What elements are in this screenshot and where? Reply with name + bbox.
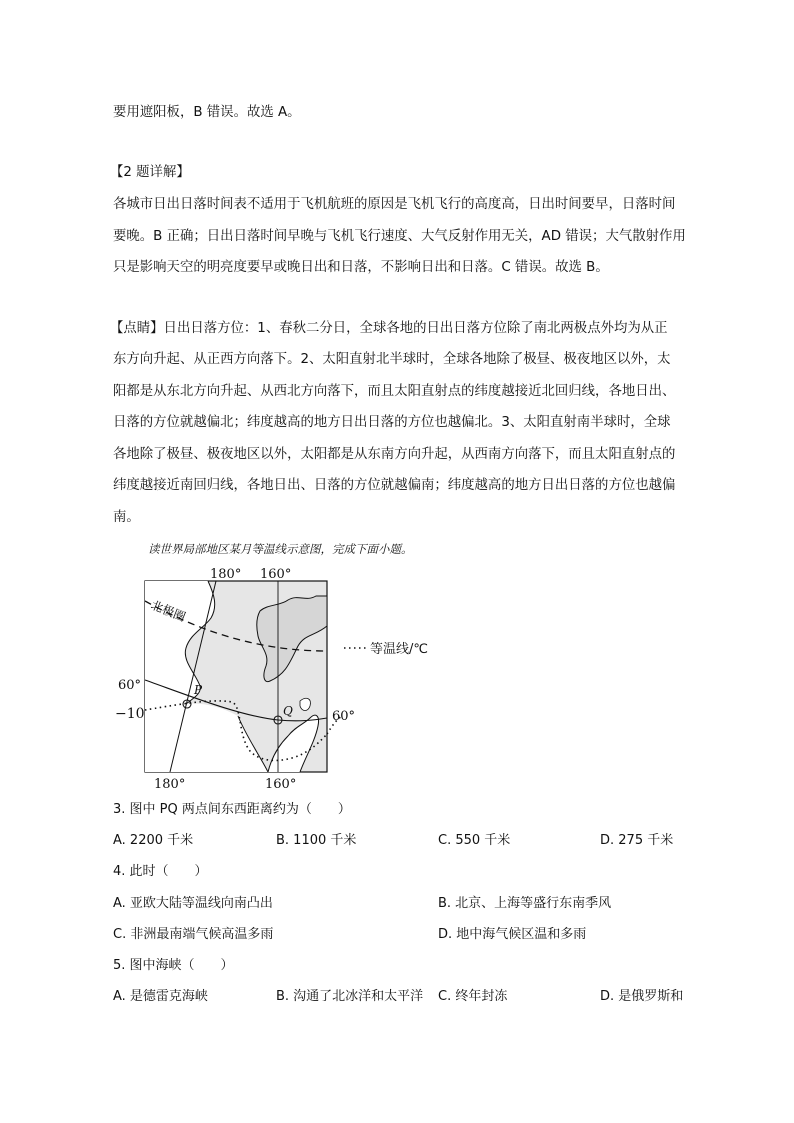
label-right-60: 60° xyxy=(332,709,356,724)
point-p-label: P xyxy=(194,683,203,697)
q5-option-a[interactable]: A. 是德雷克海峡 xyxy=(113,989,208,1004)
q3-option-a[interactable]: A. 2200 千米 xyxy=(113,833,194,848)
tip-line: 各地除了极昼、极夜地区以外，太阳都是从东南方向升起，从西南方向落下，而且太阳直射点的 xyxy=(113,447,676,462)
question-4-stem: 4. 此时（ ） xyxy=(113,864,208,879)
q5-option-b[interactable]: B. 沟通了北冰洋和太平洋 xyxy=(276,989,424,1004)
explanation-line: 各城市日出日落时间表不适用于飞机航班的原因是飞机飞行的高度高，日出时间要早，日落时间 xyxy=(113,197,676,212)
point-q-label: Q xyxy=(283,704,293,718)
q5-option-d[interactable]: D. 是俄罗斯和 xyxy=(600,989,684,1004)
q4-option-d[interactable]: D. 地中海气候区温和多雨 xyxy=(438,927,587,942)
q5-option-c[interactable]: C. 终年封冻 xyxy=(438,989,508,1004)
arctic-circle-label: 北极圈 xyxy=(148,597,188,625)
question-5-stem: 5. 图中海峡（ ） xyxy=(113,958,234,973)
island xyxy=(300,698,310,710)
label-top-160: 160° xyxy=(260,567,292,582)
answer-text-1: 要用遮阳板，B 错误。故选 A。 xyxy=(113,105,301,120)
q3-option-c[interactable]: C. 550 千米 xyxy=(438,833,511,848)
figure-caption: 读世界局部地区某月等温线示意图，完成下面小题。 xyxy=(148,542,413,556)
tip-line: 南。 xyxy=(113,510,140,525)
label-top-180: 180° xyxy=(210,567,242,582)
section-heading-q2: 【2 题详解】 xyxy=(110,165,190,180)
explanation-line: 要晚。B 正确；日出日落时间早晚与飞机飞行速度、大气反射作用无关，AD 错误；大气散射作用 xyxy=(113,229,686,244)
label-left-60: 60° xyxy=(118,678,142,693)
tip-line: 日落的方位就越偏北；纬度越高的地方日出日落的方位也越偏北。3、太阳直射南半球时，全球 xyxy=(113,415,671,430)
isotherm-map xyxy=(110,566,470,798)
question-3-stem: 3. 图中 PQ 两点间东西距离约为（ ） xyxy=(113,802,351,817)
label-left-minus10: −10 xyxy=(115,706,145,722)
label-bottom-160: 160° xyxy=(265,777,297,792)
q3-option-d[interactable]: D. 275 千米 xyxy=(600,833,674,848)
legend-label: 等温线/℃ xyxy=(370,642,428,657)
explanation-line: 只是影响天空的明亮度要早或晚日出和日落，不影响日出和日落。C 错误。故选 B。 xyxy=(113,260,609,275)
q4-option-c[interactable]: C. 非洲最南端气候高温多雨 xyxy=(113,927,274,942)
tip-line: 东方向升起、从正西方向落下。2、太阳直射北半球时，全球各地除了极昼、极夜地区以外，太 xyxy=(113,352,671,367)
q4-option-a[interactable]: A. 亚欧大陆等温线向南凸出 xyxy=(113,896,273,911)
label-bottom-180: 180° xyxy=(154,777,186,792)
tip-line: 阳都是从东北方向升起、从西北方向落下，而且太阳直射点的纬度越接近北回归线，各地日出、 xyxy=(113,384,676,399)
tip-line: 纬度越接近南回归线，各地日出、日落的方位就越偏南；纬度越高的地方日出日落的方位也越偏 xyxy=(113,478,676,493)
tip-line: 【点睛】日出日落方位：1、春秋二分日，全球各地的日出日落方位除了南北两极点外均为从正 xyxy=(110,321,668,336)
q3-option-b[interactable]: B. 1100 千米 xyxy=(276,833,357,848)
q4-option-b[interactable]: B. 北京、上海等盛行东南季风 xyxy=(438,896,612,911)
